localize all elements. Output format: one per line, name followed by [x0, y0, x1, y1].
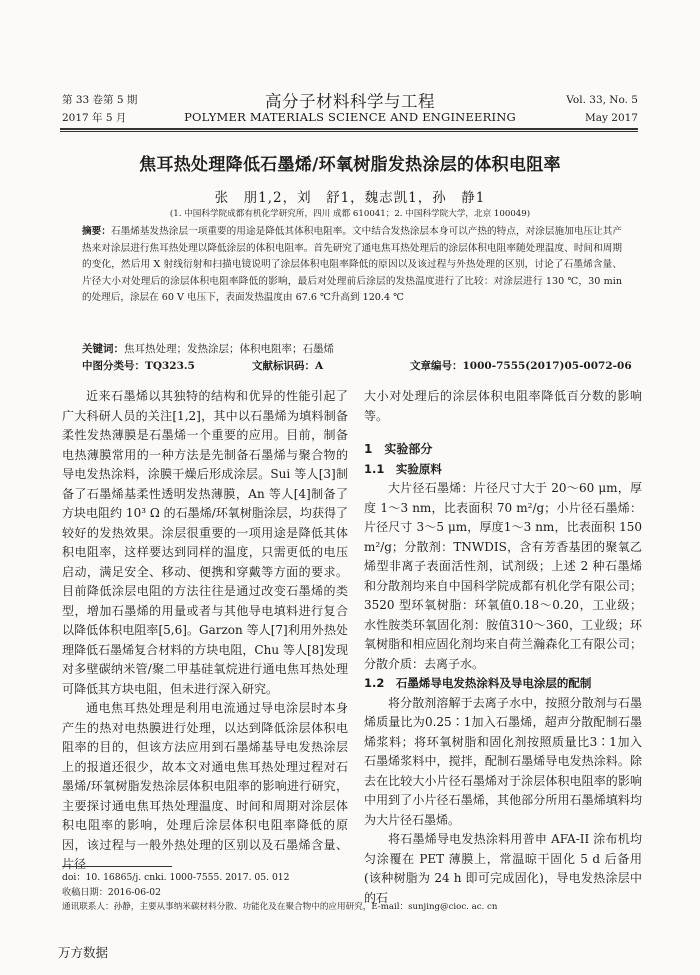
header-rule-bottom — [60, 131, 638, 132]
preparation-paragraph-1: 将分散剂溶解于去离子水中，按照分散剂与石墨烯质量比为0.25∶1加入石墨烯，超声分散配制石墨烯浆料；将环氧树脂和固化剂按照质量比3∶1加入石墨烯浆料中，搅拌，配制石墨烯导电发热涂料。除去在比较大小片径石墨烯对于涂层体积电阻率的影响中用到了小片径石墨烯，其他部分所用石墨烯填料均为大片径石墨烯。 — [364, 695, 642, 827]
intro-paragraph-1: 近来石墨烯以其独特的结构和优异的性能引起了广大科研人员的关注[1,2]，其中以石墨烯为填料制备柔性发热薄膜是石墨烯一个重要的应用。目前，制备电热薄膜常用的一种方法是先制备石墨烯与聚合物的导电发热涂料，涂膜干燥后形成涂层。Sui 等人[3]制备了石墨烯基柔性透明发热薄膜，An 等人[4]制备了方块电阻约 10³ Ω 的石墨烯/环氧树脂涂层，均获得了较好的发热效果。涂层很重要的一项用途是降低其体积电阻率，这样要达到同样的温度，只需更低的电压启动，满足安全、移动、便携和穿戴等方面的要求。目前降低涂层电阻的方法往往是通过改变石墨烯的类型，增加石墨烯的用量或者与其他导电填料进行复合以降低体积电阻率[5,6]。Garzon 等人[7]利用外热处理降低石墨烯复合材料的方块电阻，Chu 等人[8]发现对多壁碳纳米管/聚二甲基硅氧烷进行通电焦耳热处理可降低其方块电阻，但未进行深入研究。 — [62, 389, 348, 696]
authors: 张 朋1,2，刘 舒1，魏志凯1，孙 静1 — [214, 190, 486, 206]
volume-cn: 第 33 卷第 5 期 — [62, 94, 138, 106]
volume-en: Vol. 33, No. 5 — [566, 94, 638, 106]
subsection-heading-materials: 1.1 实验原料 — [364, 461, 442, 476]
materials-paragraph: 大片径石墨烯：片径尺寸大于 20～60 μm，厚度 1～3 nm，比表面积 70 m²/g；小片径石墨烯：片径尺寸 3～5 μm，厚度1～3 nm，比表面积 150 m²/g；分散剂：TNWDIS，含有芳香基团的聚氧乙烯型非离子表面活性剂，试剂级；上述 2 种石墨烯和分散剂均来自中国科学院成都有机化学有限公司；3520 型环氧树脂：环氧值0.18～0.20，工业级；水性胺类环氧固化剂：胺值310～360，工业级；环氧树脂和相应固化剂均来自荷兰瀚森化工有限公司；分散介质：去离子水。 — [364, 481, 642, 671]
left-column — [62, 387, 348, 875]
footnote-received: 收稿日期：2016-06-02 — [62, 887, 161, 898]
header-rule-top — [60, 128, 638, 130]
article-number: 文章编号：1000-7555(2017)05-0072-06 — [410, 360, 632, 372]
intro-continuation: 大小对处理后的涂层体积电阻率降低百分数的影响等。 — [364, 389, 642, 423]
keywords-text: 焦耳热处理；发热涂层；体积电阻率；石墨烯 — [124, 343, 334, 355]
footnote-contact: 通讯联系人：孙静，主要从事纳米碳材料分散、功能化及在聚合物中的应用研究，E-mail：sunjing@cioc. ac. cn — [62, 902, 498, 912]
footnote-rule — [62, 866, 172, 867]
abstract-label: 摘要： — [82, 226, 111, 237]
right-column — [364, 387, 642, 908]
intro-paragraph-2: 通电焦耳热处理是利用电流通过导电涂层时本身产生的热对电热膜进行处理，以达到降低涂层体积电阻率的目的，但该方法应用到石墨烯基导电发热涂层上的报道还很少，故本文对通电焦耳热处理过程对石墨烯/环氧树脂发热涂层体积电阻率的影响进行研究，主要探讨通电焦耳热处理温度、时间和周期对涂层体积电阻率的影响，处理后涂层体积电阻率降低的原因，该过程与一般外热处理的区别以及石墨烯含量、片径 — [62, 701, 348, 871]
abstract-text: 石墨烯基发热涂层一项重要的用途是降低其体积电阻率。文中结合发热涂层本身可以产热的特点，对涂层施加电压让其产热来对涂层进行焦耳热处理以降低涂层的体积电阻率。首先研究了通电焦耳热处理后的涂层体积电阻率随处理温度、时间和周期的变化，然后用 X 射线衍射和扫描电镜说明了涂层体积电阻率降低的原因以及该过程与外热处理的区别，讨论了石墨烯含量、片径大小对处理后的涂层体积电阻率降低的影响，最后对处理前后涂层的发热温度进行了比较：对涂层进行 130 ℃，30 min 的处理后，涂层在 60 V 电压下，表面发热温度由 67.6 ℃升高到 120.4 ℃ — [82, 226, 623, 303]
section-heading-experimental: 1 实验部分 — [364, 442, 433, 456]
article-title: 焦耳热处理降低石墨烯/环氧树脂发热涂层的体积电阻率 — [139, 155, 561, 175]
footnote-doi: doi：10. 16865/j. cnki. 1000-7555. 2017. 05. 012 — [62, 872, 290, 883]
watermark: 万方数据 — [58, 945, 109, 960]
preparation-paragraph-2: 将石墨烯导电发热涂料用普申 AFA-II 涂布机均匀涂覆在 PET 薄膜上，常温晾干固化 5 d 后备用(该种树脂为 24 h 即可完成固化)，导电发热涂层中的石 — [364, 832, 642, 905]
keywords — [82, 341, 334, 357]
abstract — [82, 224, 622, 307]
subsection-heading-preparation: 1.2 石墨烯导电发热涂料及导电涂层的配制 — [364, 676, 592, 690]
journal-title-en: POLYMER MATERIALS SCIENCE AND ENGINEERING — [184, 110, 516, 124]
keywords-label: 关键词： — [82, 343, 124, 355]
document-code: 文献标识码：A — [252, 360, 324, 372]
journal-title-cn: 高分子材料科学与工程 — [265, 92, 435, 111]
date-en: May 2017 — [584, 112, 638, 124]
date-cn: 2017 年 5 月 — [62, 112, 127, 124]
affiliations: (1. 中国科学院成都有机化学研究所，四川 成都 610041；2. 中国科学院大学，北京 100049) — [169, 209, 531, 219]
clc-number: 中图分类号：TQ323.5 — [82, 360, 195, 372]
